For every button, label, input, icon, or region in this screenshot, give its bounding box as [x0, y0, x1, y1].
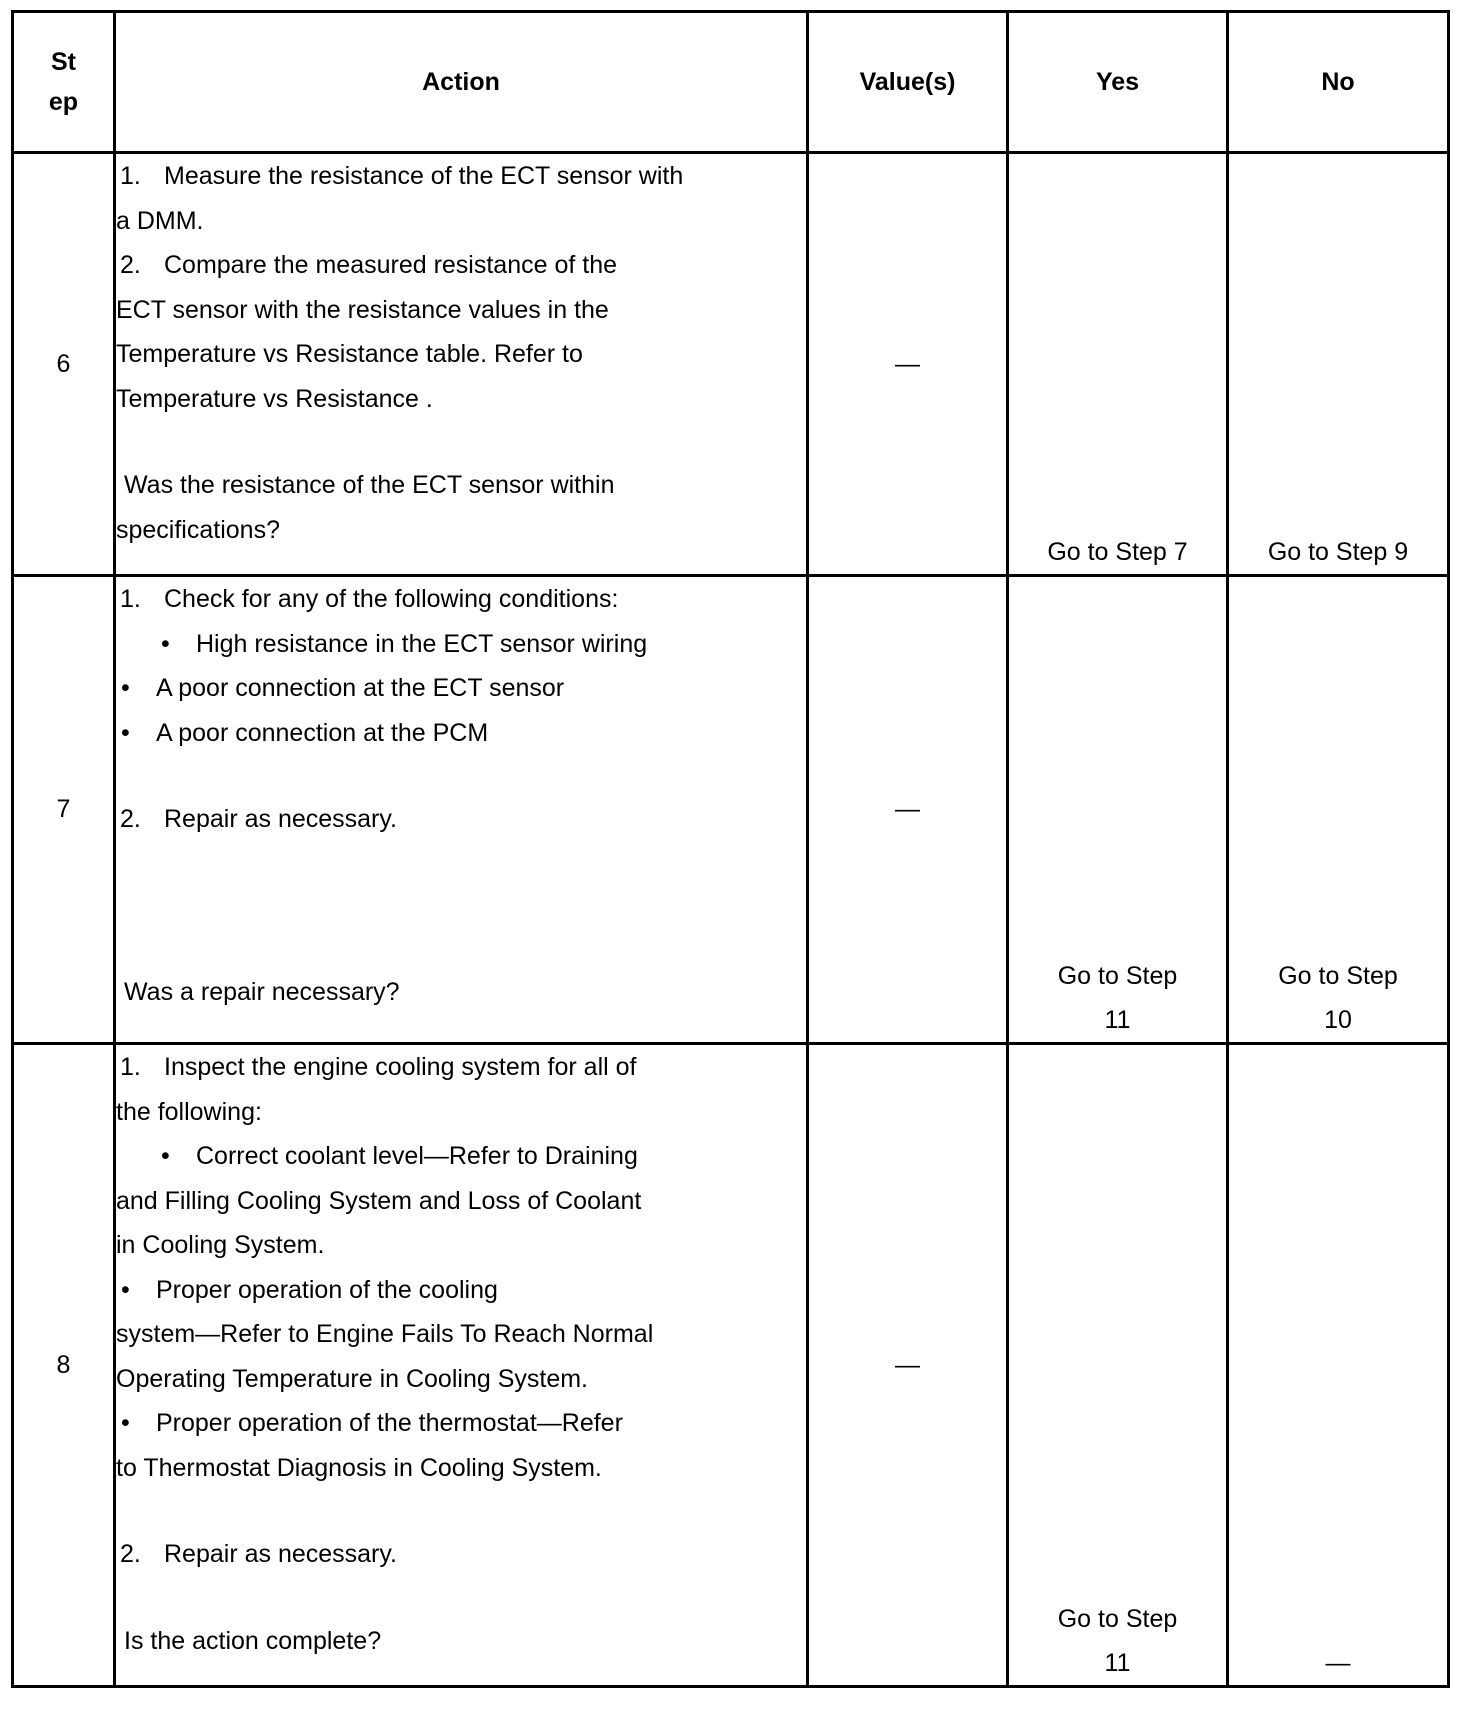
bullet-icon: • [121, 1409, 130, 1437]
step-number: 8 [13, 1044, 115, 1687]
action-cell [115, 576, 808, 1044]
action-text: Temperature vs Resistance . [116, 384, 433, 413]
yes-goto-step: 11 [1104, 1006, 1131, 1034]
header-values: Value(s) [808, 12, 1008, 153]
header-row [13, 12, 1449, 153]
value-cell: — [808, 153, 1008, 576]
yes-goto: Go to Step [1057, 962, 1178, 990]
action-text: the following: [116, 1097, 262, 1126]
yes-cell [1008, 1044, 1228, 1687]
bullet-icon: • [121, 1275, 130, 1304]
action-text: and Filling Cooling System and Loss of Coolant [116, 1186, 642, 1215]
action-text: Operating Temperature in Cooling System. [116, 1364, 588, 1393]
header-step: St ep [13, 12, 115, 153]
action-question: Is the action complete? [124, 1626, 382, 1655]
action-text: system—Refer to Engine Fails To Reach Normal [116, 1320, 654, 1348]
action-text: in Cooling System. [116, 1231, 325, 1259]
action-text: to Thermostat Diagnosis in Cooling System. [116, 1453, 602, 1482]
action-text: A poor connection at the PCM [156, 718, 489, 747]
no-goto: Go to Step 9 [1267, 538, 1409, 566]
action-text: Repair as necessary. [164, 1540, 397, 1568]
diagnostic-table [11, 10, 1450, 1688]
action-text: High resistance in the ECT sensor wiring [196, 629, 648, 658]
no-cell [1228, 1044, 1449, 1687]
action-text: A poor connection at the ECT sensor [156, 674, 565, 702]
action-text: Repair as necessary. [164, 805, 397, 833]
action-text: Correct coolant level—Refer to Draining [196, 1142, 638, 1170]
step-number: 6 [13, 153, 115, 576]
no-goto: — [1325, 1649, 1351, 1677]
action-text: Temperature vs Resistance table. Refer to [116, 340, 583, 368]
list-number: 1. [120, 1053, 141, 1081]
value-cell: — [808, 1044, 1008, 1687]
header-action: Action [115, 12, 808, 153]
action-question: Was the resistance of the ECT sensor within [124, 471, 615, 499]
action-cell [115, 153, 808, 576]
bullet-icon: • [121, 674, 130, 702]
header-no: No [1228, 12, 1449, 153]
bullet-icon: • [161, 1142, 170, 1170]
no-cell [1228, 576, 1449, 1044]
list-number: 2. [120, 1540, 141, 1568]
bullet-icon: • [161, 629, 170, 658]
yes-cell [1008, 153, 1228, 576]
table-row-step-8 [13, 1044, 1449, 1687]
action-cell [115, 1044, 808, 1687]
table-row-step-6 [13, 153, 1449, 576]
action-question: specifications? [116, 515, 280, 544]
step-number: 7 [13, 576, 115, 1044]
yes-goto: Go to Step [1057, 1605, 1178, 1633]
action-question: Was a repair necessary? [124, 977, 400, 1006]
table-row-step-7 [13, 576, 1449, 1044]
header-yes: Yes [1008, 12, 1228, 153]
action-text: Measure the resistance of the ECT sensor with [164, 162, 684, 190]
action-text: Proper operation of the thermostat—Refer [156, 1409, 623, 1437]
action-text: Check for any of the following conditions: [164, 585, 619, 613]
action-text: ECT sensor with the resistance values in the [116, 295, 609, 324]
list-number: 1. [120, 585, 141, 613]
list-number: 2. [120, 805, 141, 833]
action-text: a DMM. [116, 206, 204, 235]
no-cell [1228, 153, 1449, 576]
yes-goto-step: 11 [1104, 1649, 1131, 1677]
list-number: 2. [120, 251, 141, 279]
bullet-icon: • [121, 718, 130, 747]
yes-goto: Go to Step 7 [1047, 538, 1188, 566]
yes-cell [1008, 576, 1228, 1044]
no-goto-step: 10 [1324, 1006, 1352, 1034]
action-text: Inspect the engine cooling system for all of [164, 1053, 637, 1081]
no-goto: Go to Step [1278, 962, 1398, 990]
action-text: Proper operation of the cooling [156, 1275, 498, 1304]
value-cell: — [808, 576, 1008, 1044]
action-text: Compare the measured resistance of the [164, 251, 618, 279]
list-number: 1. [120, 162, 141, 190]
